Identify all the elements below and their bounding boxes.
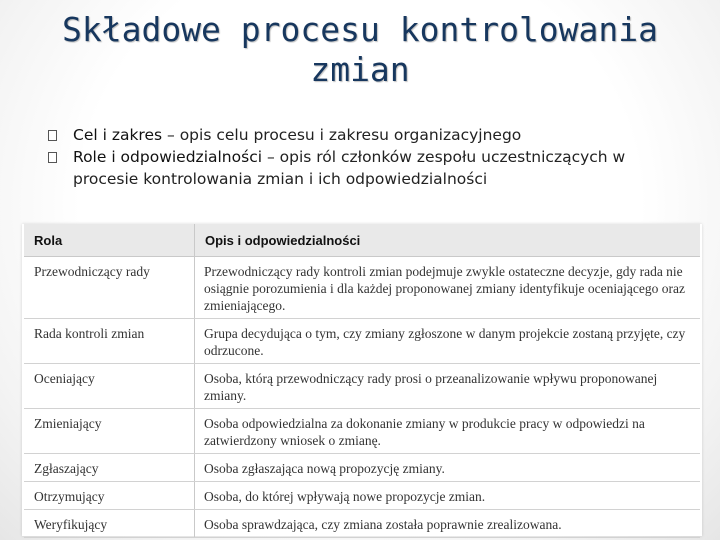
title-line-2: zmian — [310, 50, 410, 89]
roles-table — [24, 224, 700, 538]
bullet-item — [48, 146, 688, 190]
cell-role: Weryfikujący — [24, 510, 195, 538]
table-row — [24, 319, 700, 364]
roles-table-image — [22, 224, 702, 536]
table-row — [24, 409, 700, 454]
header-description: Opis i odpowiedzialności — [195, 224, 701, 257]
cell-description: Przewodniczący rady kontroli zmian podejmuje zwykle ostateczne decyzje, gdy rada nie osiągnie porozumienia i dla każdej proponowanej zmiany identyfikuje oceniającego oraz zmieniającego. — [195, 257, 701, 319]
bullet-term: Cel i zakres — [73, 126, 163, 144]
cell-role: Przewodniczący rady — [24, 257, 195, 319]
bullet-item — [48, 124, 688, 146]
bullet-box-icon — [48, 152, 57, 163]
cell-description: Grupa decydująca o tym, czy zmiany zgłoszone w danym projekcie zostaną przyjęte, czy odrzucone. — [195, 319, 701, 364]
table-row — [24, 257, 700, 319]
cell-role: Zmieniający — [24, 409, 195, 454]
bullet-text: – opis celu procesu i zakresu organizacyjnego — [162, 126, 522, 144]
cell-description: Osoba odpowiedzialna za dokonanie zmiany w produkcie pracy w odpowiedzi na zatwierdzony wniosek o zmianę. — [195, 409, 701, 454]
table-row — [24, 482, 700, 510]
table-header-row — [24, 224, 700, 257]
table-row — [24, 364, 700, 409]
header-role: Rola — [24, 224, 195, 257]
bullet-text: – opis ról członków zespołu uczestniczących w procesie kontrolowania zmian i ich odpowiedzialności — [73, 148, 626, 188]
bullet-list — [48, 124, 688, 190]
cell-role: Zgłaszający — [24, 454, 195, 482]
cell-description: Osoba sprawdzająca, czy zmiana została poprawnie zrealizowana. — [195, 510, 701, 538]
cell-role: Oceniający — [24, 364, 195, 409]
cell-role: Otrzymujący — [24, 482, 195, 510]
table-row — [24, 454, 700, 482]
cell-description: Osoba, do której wpływają nowe propozycje zmian. — [195, 482, 701, 510]
title-line-1: Składowe procesu kontrolowania — [61, 10, 659, 49]
cell-role: Rada kontroli zmian — [24, 319, 195, 364]
table-row — [24, 510, 700, 538]
bullet-box-icon — [48, 130, 57, 141]
bullet-term: Role i odpowiedzialności — [73, 148, 263, 166]
cell-description: Osoba zgłaszająca nową propozycję zmiany. — [195, 454, 701, 482]
cell-description: Osoba, którą przewodniczący rady prosi o przeanalizowanie wpływu proponowanej zmiany. — [195, 364, 701, 409]
slide-title — [40, 10, 680, 90]
